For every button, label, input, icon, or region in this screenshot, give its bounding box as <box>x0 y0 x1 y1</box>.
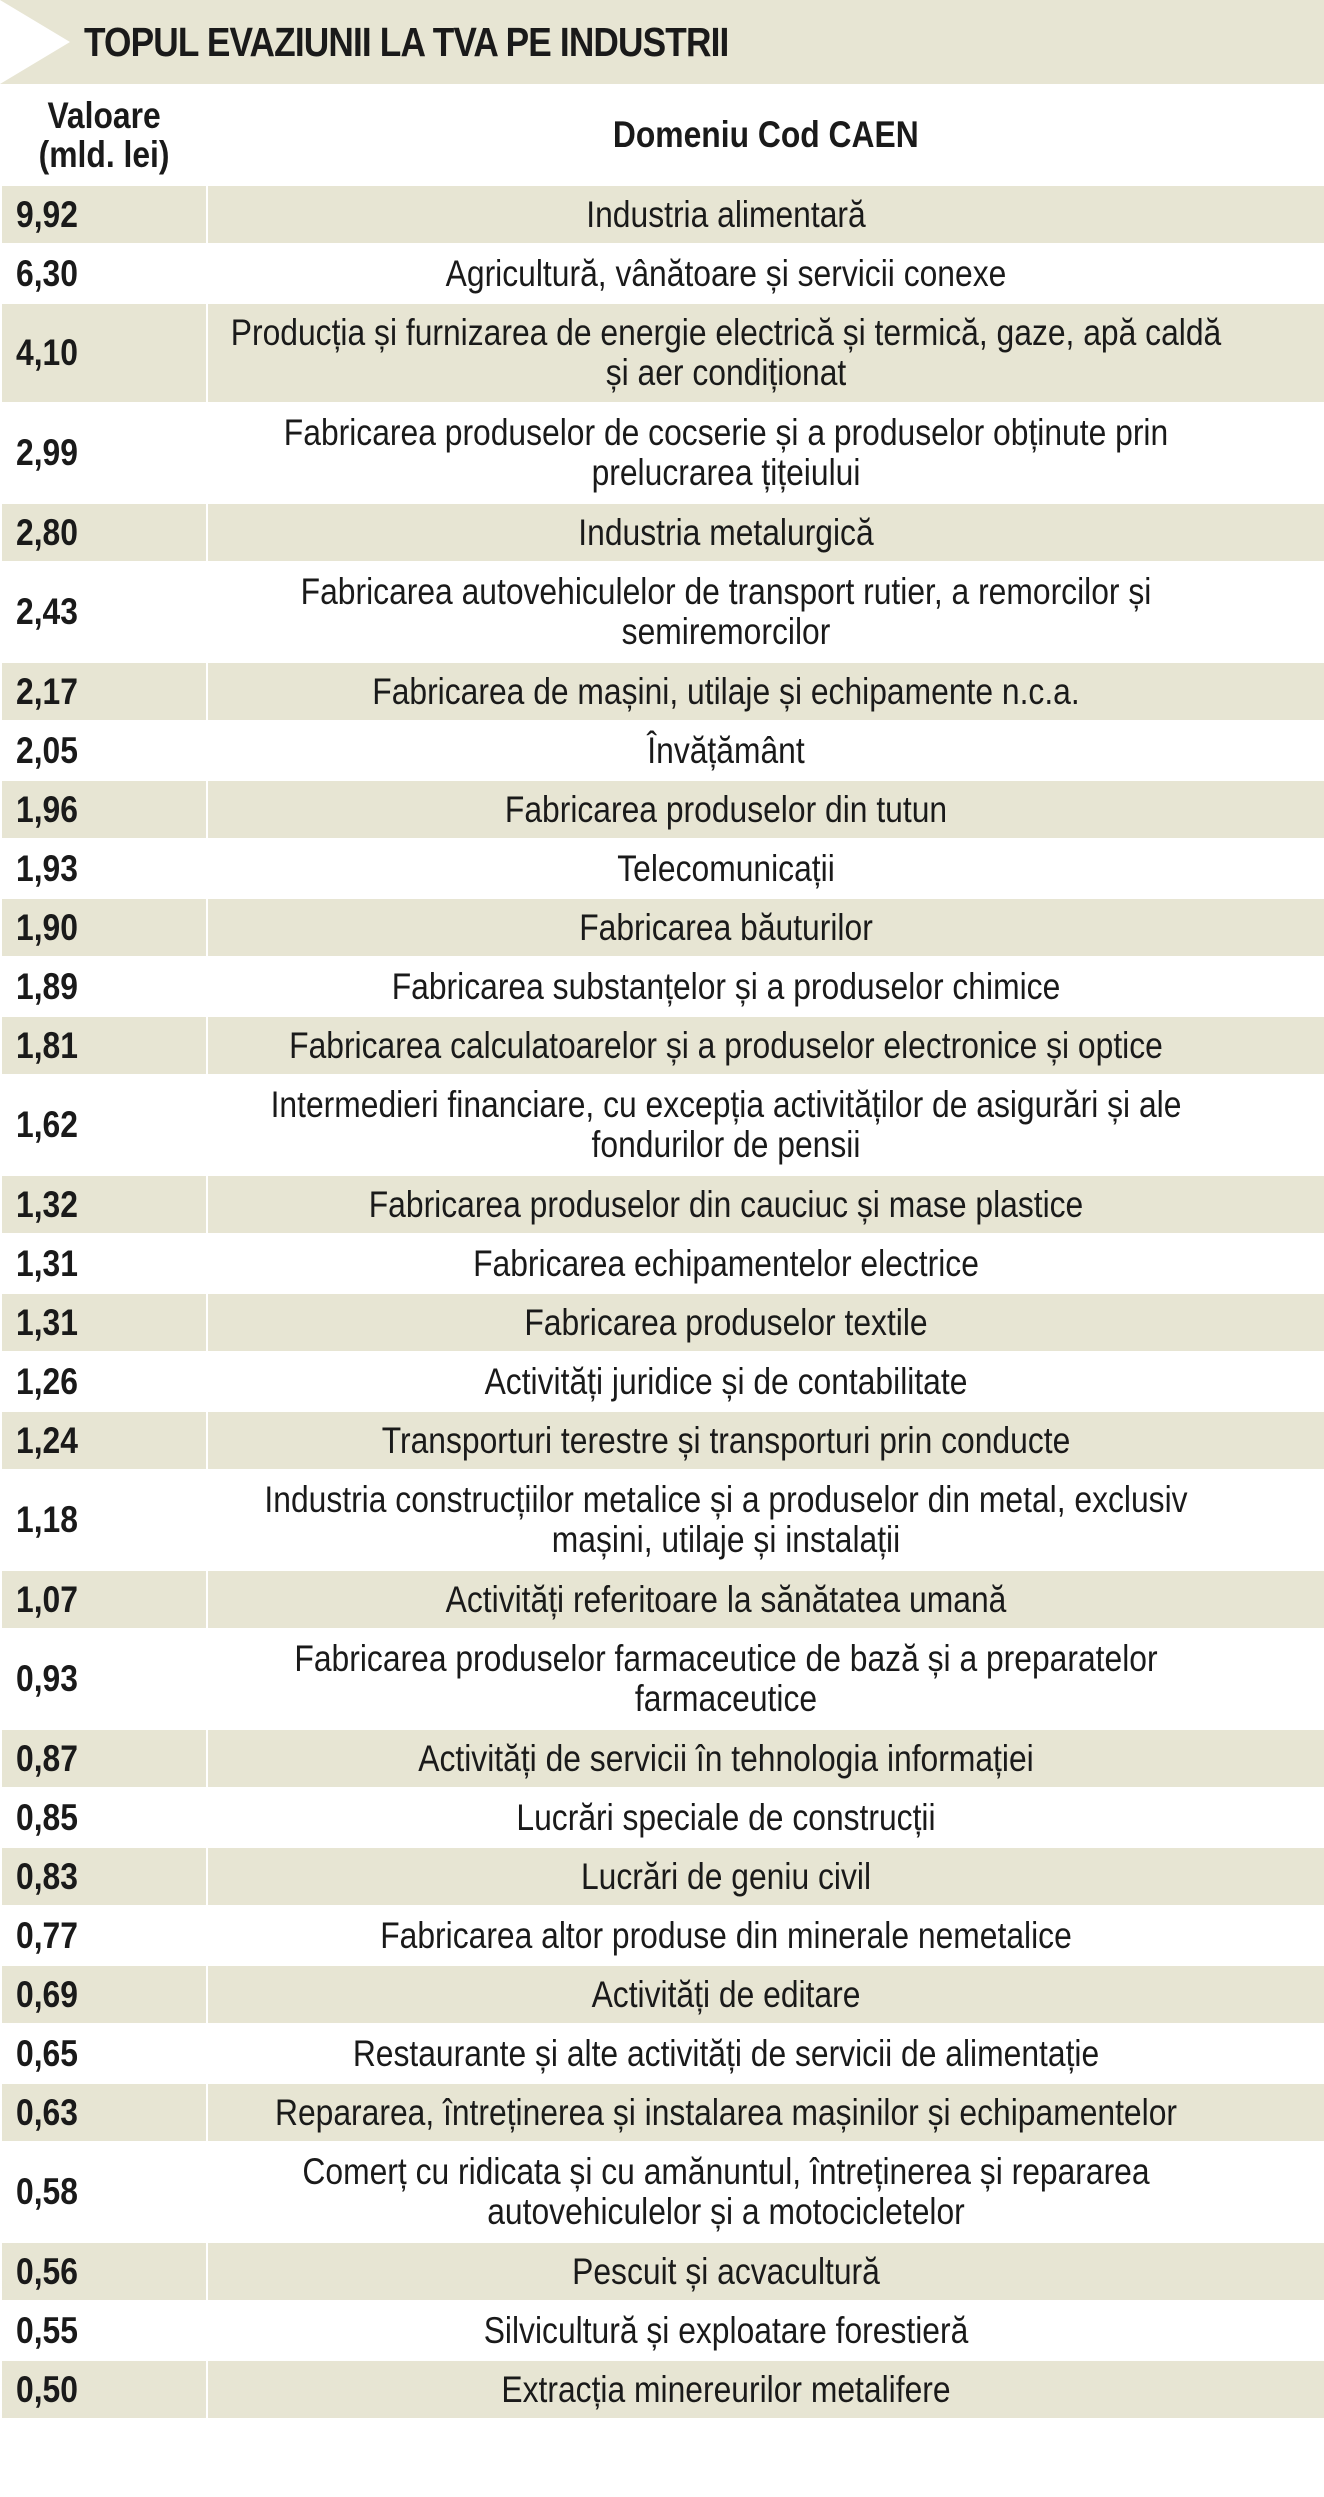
vat-evasion-table <box>0 84 1324 2420</box>
domain-text: Fabricarea produselor de cocserie și a produselor obținute prin prelucrarea țițeiului <box>283 412 1169 493</box>
column-header-value <box>1 85 207 185</box>
value-cell <box>1 957 207 1016</box>
domain-text: Repararea, întreținerea și instalarea mașinilor și echipamentelor <box>274 2091 1178 2133</box>
domain-text: Extracția minereurilor metalifere <box>501 2368 951 2410</box>
domain-text: Învățământ <box>647 729 805 771</box>
value-cell <box>1 2024 207 2083</box>
value-cell <box>1 1293 207 1352</box>
domain-cell <box>207 503 1324 562</box>
value-cell <box>1 2142 207 2242</box>
value-text: 1,81 <box>16 1024 78 1066</box>
domain-cell <box>207 898 1324 957</box>
value-cell <box>1 503 207 562</box>
value-cell <box>1 839 207 898</box>
value-text: 2,99 <box>16 432 78 473</box>
value-cell <box>1 1175 207 1234</box>
table-row <box>1 185 1324 244</box>
table-row <box>1 1175 1324 1234</box>
value-text: 0,77 <box>16 1914 78 1956</box>
domain-text: Pescuit și acvacultură <box>572 2250 880 2292</box>
column-header-value-line2: (mld. lei) <box>38 134 170 175</box>
value-text: 1,07 <box>16 1578 78 1620</box>
value-cell <box>1 562 207 662</box>
value-text: 0,55 <box>16 2309 78 2351</box>
domain-text: Producția și furnizarea de energie electrică și termică, gaze, apă caldă și aer condiționat <box>230 312 1222 393</box>
domain-text: Fabricarea autovehiculelor de transport rutier, a remorcilor și semiremorcilor <box>300 571 1152 652</box>
value-cell <box>1 1729 207 1788</box>
table-row <box>1 244 1324 303</box>
domain-cell <box>207 1729 1324 1788</box>
value-text: 0,83 <box>16 1855 78 1897</box>
value-text: 1,24 <box>16 1419 78 1461</box>
domain-cell <box>207 1175 1324 1234</box>
table-row <box>1 1470 1324 1570</box>
value-text: 0,50 <box>16 2368 78 2410</box>
domain-cell <box>207 2142 1324 2242</box>
table-row <box>1 780 1324 839</box>
table-header-row <box>1 85 1324 185</box>
table-row <box>1 957 1324 1016</box>
domain-text: Fabricarea produselor din tutun <box>504 788 948 830</box>
domain-text: Fabricarea de mașini, utilaje și echipamente n.c.a. <box>372 670 1080 712</box>
domain-cell <box>207 957 1324 1016</box>
value-text: 1,93 <box>16 847 78 889</box>
value-text: 1,90 <box>16 906 78 948</box>
table-row <box>1 562 1324 662</box>
value-text: 1,89 <box>16 965 78 1007</box>
domain-text: Activități juridice și de contabilitate <box>484 1360 968 1402</box>
title-bar <box>0 0 1324 84</box>
domain-cell <box>207 1293 1324 1352</box>
value-cell <box>1 780 207 839</box>
table-row <box>1 2360 1324 2419</box>
table-row <box>1 1847 1324 1906</box>
table-row <box>1 721 1324 780</box>
domain-cell <box>207 1570 1324 1629</box>
domain-cell <box>207 1788 1324 1847</box>
domain-text: Intermedieri financiare, cu excepția activităților de asigurări și ale fondurilor de pensii <box>270 1084 1182 1165</box>
table-row <box>1 1016 1324 1075</box>
table-row <box>1 1411 1324 1470</box>
domain-text: Industria metalurgică <box>578 511 874 553</box>
value-text: 0,56 <box>16 2250 78 2292</box>
domain-cell <box>207 1352 1324 1411</box>
value-text: 1,96 <box>16 788 78 830</box>
domain-cell <box>207 1847 1324 1906</box>
value-cell <box>1 303 207 403</box>
value-text: 0,85 <box>16 1796 78 1838</box>
value-cell <box>1 2242 207 2301</box>
domain-cell <box>207 2083 1324 2142</box>
table-row <box>1 839 1324 898</box>
table-row <box>1 1965 1324 2024</box>
domain-text: Fabricarea produselor din cauciuc și mase plastice <box>368 1183 1084 1225</box>
table-row <box>1 1906 1324 1965</box>
value-cell <box>1 1629 207 1729</box>
domain-text: Fabricarea produselor farmaceutice de bază și a preparatelor farmaceutice <box>294 1638 1158 1719</box>
table-row <box>1 2242 1324 2301</box>
value-cell <box>1 403 207 503</box>
value-text: 9,92 <box>16 193 78 235</box>
value-text: 1,31 <box>16 1301 78 1343</box>
table-row <box>1 403 1324 503</box>
domain-text: Telecomunicații <box>617 847 835 889</box>
value-text: 1,32 <box>16 1183 78 1225</box>
value-cell <box>1 185 207 244</box>
value-cell <box>1 2360 207 2419</box>
value-text: 0,93 <box>16 1658 78 1699</box>
table-row <box>1 1352 1324 1411</box>
table-row <box>1 1788 1324 1847</box>
value-cell <box>1 1788 207 1847</box>
value-text: 0,63 <box>16 2091 78 2133</box>
value-text: 4,10 <box>16 332 78 373</box>
value-text: 0,87 <box>16 1737 78 1779</box>
domain-cell <box>207 1411 1324 1470</box>
domain-text: Lucrări de geniu civil <box>580 1855 872 1897</box>
domain-text: Fabricarea calculatoarelor și a produselor electronice și optice <box>289 1024 1163 1066</box>
value-cell <box>1 1470 207 1570</box>
domain-cell <box>207 2301 1324 2360</box>
value-text: 2,17 <box>16 670 78 712</box>
domain-cell <box>207 1016 1324 1075</box>
column-header-domain: Domeniu Cod CAEN <box>207 85 1324 185</box>
value-cell <box>1 1906 207 1965</box>
domain-cell <box>207 2360 1324 2419</box>
domain-cell <box>207 1075 1324 1175</box>
domain-cell <box>207 839 1324 898</box>
value-cell <box>1 1016 207 1075</box>
table-row <box>1 1234 1324 1293</box>
value-cell <box>1 1570 207 1629</box>
domain-cell <box>207 1470 1324 1570</box>
title-arrow-icon <box>0 0 70 84</box>
value-cell <box>1 1847 207 1906</box>
value-cell <box>1 1075 207 1175</box>
domain-cell <box>207 1629 1324 1729</box>
table-row <box>1 898 1324 957</box>
value-text: 1,62 <box>16 1104 78 1145</box>
domain-text: Industria alimentară <box>586 193 866 235</box>
value-cell <box>1 721 207 780</box>
value-text: 1,26 <box>16 1360 78 1402</box>
domain-cell <box>207 1234 1324 1293</box>
domain-text: Activități referitoare la sănătatea umană <box>445 1578 1007 1620</box>
table-row <box>1 2024 1324 2083</box>
table-row <box>1 2142 1324 2242</box>
value-cell <box>1 1411 207 1470</box>
value-text: 1,31 <box>16 1242 78 1284</box>
value-text: 0,65 <box>16 2032 78 2074</box>
domain-text: Lucrări speciale de construcții <box>516 1796 936 1838</box>
domain-text: Activități de editare <box>591 1973 861 2015</box>
domain-text: Fabricarea băuturilor <box>579 906 873 948</box>
table-row <box>1 1729 1324 1788</box>
table-row <box>1 1293 1324 1352</box>
domain-text: Fabricarea substanțelor și a produselor chimice <box>391 965 1061 1007</box>
value-text: 2,05 <box>16 729 78 771</box>
domain-cell <box>207 403 1324 503</box>
domain-cell <box>207 662 1324 721</box>
domain-text: Fabricarea produselor textile <box>524 1301 928 1343</box>
domain-cell <box>207 721 1324 780</box>
value-cell <box>1 2083 207 2142</box>
domain-text: Fabricarea echipamentelor electrice <box>473 1242 979 1284</box>
value-cell <box>1 1234 207 1293</box>
value-cell <box>1 1352 207 1411</box>
value-cell <box>1 2301 207 2360</box>
page-title: TOPUL EVAZIUNII LA TVA PE INDUSTRII <box>84 19 729 65</box>
table-row <box>1 303 1324 403</box>
value-text: 2,80 <box>16 511 78 553</box>
domain-text: Agricultură, vânătoare și servicii conexe <box>445 252 1007 294</box>
value-cell <box>1 1965 207 2024</box>
domain-text: Activități de servicii în tehnologia informației <box>418 1737 1034 1779</box>
domain-cell <box>207 185 1324 244</box>
domain-text: Comerț cu ridicata și cu amănuntul, întreținerea și repararea autovehiculelor și a motocicletelor <box>302 2151 1150 2232</box>
column-header-value-line1: Valoare <box>47 95 161 136</box>
value-text: 0,69 <box>16 1973 78 2015</box>
table-row <box>1 1629 1324 1729</box>
domain-cell <box>207 562 1324 662</box>
value-text: 1,18 <box>16 1499 78 1540</box>
domain-cell <box>207 1965 1324 2024</box>
value-cell <box>1 898 207 957</box>
domain-cell <box>207 303 1324 403</box>
domain-cell <box>207 2024 1324 2083</box>
domain-text: Industria construcțiilor metalice și a produselor din metal, exclusiv mașini, utilaje și instalații <box>264 1479 1188 1560</box>
value-cell <box>1 662 207 721</box>
domain-cell <box>207 1906 1324 1965</box>
table-row <box>1 503 1324 562</box>
domain-text: Fabricarea altor produse din minerale nemetalice <box>380 1914 1072 1956</box>
table-row <box>1 662 1324 721</box>
table-row <box>1 2301 1324 2360</box>
value-text: 6,30 <box>16 252 78 294</box>
domain-cell <box>207 244 1324 303</box>
value-text: 0,58 <box>16 2171 78 2212</box>
table-row <box>1 1075 1324 1175</box>
value-text: 2,43 <box>16 591 78 632</box>
table-row <box>1 2083 1324 2142</box>
domain-text: Transporturi terestre și transporturi prin conducte <box>381 1419 1071 1461</box>
domain-text: Silvicultură și exploatare forestieră <box>483 2309 969 2351</box>
value-cell <box>1 244 207 303</box>
domain-text: Restaurante și alte activități de servicii de alimentație <box>352 2032 1100 2074</box>
domain-cell <box>207 2242 1324 2301</box>
domain-cell <box>207 780 1324 839</box>
table-row <box>1 1570 1324 1629</box>
